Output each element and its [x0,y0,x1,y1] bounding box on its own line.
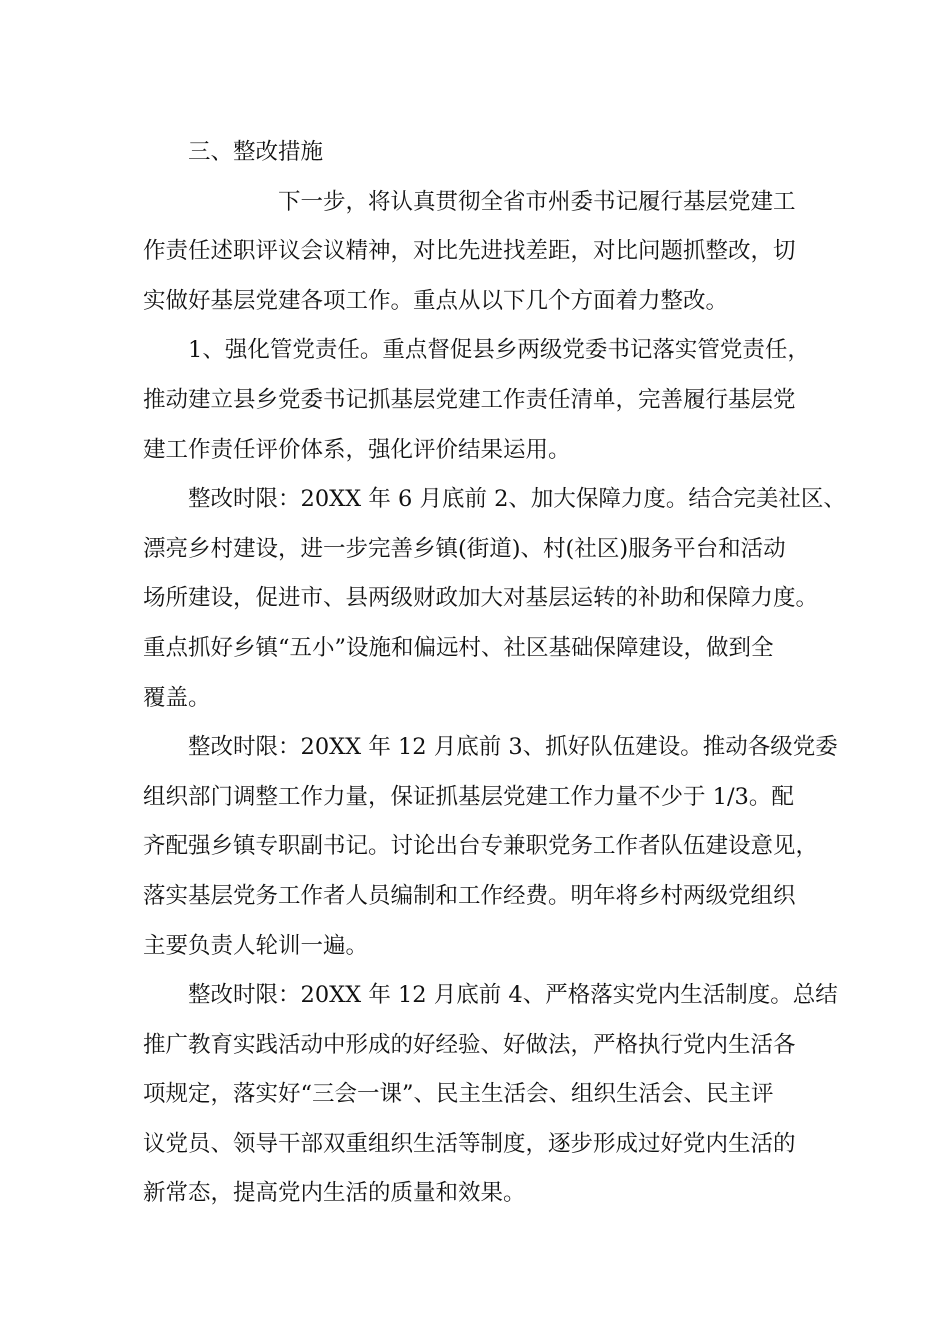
body-text-line: 场所建设，促进市、县两级财政加大对基层运转的补助和保障力度。 [143,585,819,612]
body-text-line: 实做好基层党建各项工作。重点从以下几个方面着力整改。 [143,287,729,314]
body-text-line: 覆盖。 [143,684,211,711]
body-text-line: 整改时限：20XX 年 6 月底前 2、加大保障力度。结合完美社区、 [188,486,846,513]
body-text-line: 1、强化管党责任。重点督促县乡两级党委书记落实管党责任， [188,337,810,364]
document-body [143,128,846,1219]
body-text-line: 整改时限：20XX 年 12 月底前 4、严格落实党内生活制度。总结 [188,982,838,1009]
body-text-line: 漂亮乡村建设，进一步完善乡镇(街道)、村(社区)服务平台和活动 [143,535,786,562]
body-text-line: 主要负责人轮训一遍。 [143,932,369,959]
body-text-line: 项规定，落实好“三会一课”、民主生活会、组织生活会、民主评 [143,1081,774,1108]
body-text-line: 推广教育实践活动中形成的好经验、好做法，严格执行党内生活各 [143,1031,796,1058]
body-text-line: 落实基层党务工作者人员编制和工作经费。明年将乡村两级党组织 [143,882,796,909]
body-text-line: 新常态，提高党内生活的质量和效果。 [143,1180,526,1207]
body-text-line: 推动建立县乡党委书记抓基层党建工作责任清单，完善履行基层党 [143,386,796,413]
section-heading: 三、整改措施 [188,139,324,165]
body-text-line: 重点抓好乡镇“五小”设施和偏远村、社区基础保障建设，做到全 [143,634,774,661]
body-text-line: 齐配强乡镇专职副书记。讨论出台专兼职党务工作者队伍建设意见， [143,833,819,860]
body-text-line: 整改时限：20XX 年 12 月底前 3、抓好队伍建设。推动各级党委 [188,734,838,761]
body-text-line: 作责任述职评议会议精神，对比先进找差距，对比问题抓整改，切 [143,238,796,265]
body-text-line: 下一步，将认真贯彻全省市州委书记履行基层党建工 [278,188,796,215]
body-text-line: 建工作责任评价体系，强化评价结果运用。 [143,436,571,463]
body-text-line: 组织部门调整工作力量，保证抓基层党建工作力量不少于 1/3。配 [143,783,794,810]
body-text-line: 议党员、领导干部双重组织生活等制度，逐步形成过好党内生活的 [143,1130,796,1157]
